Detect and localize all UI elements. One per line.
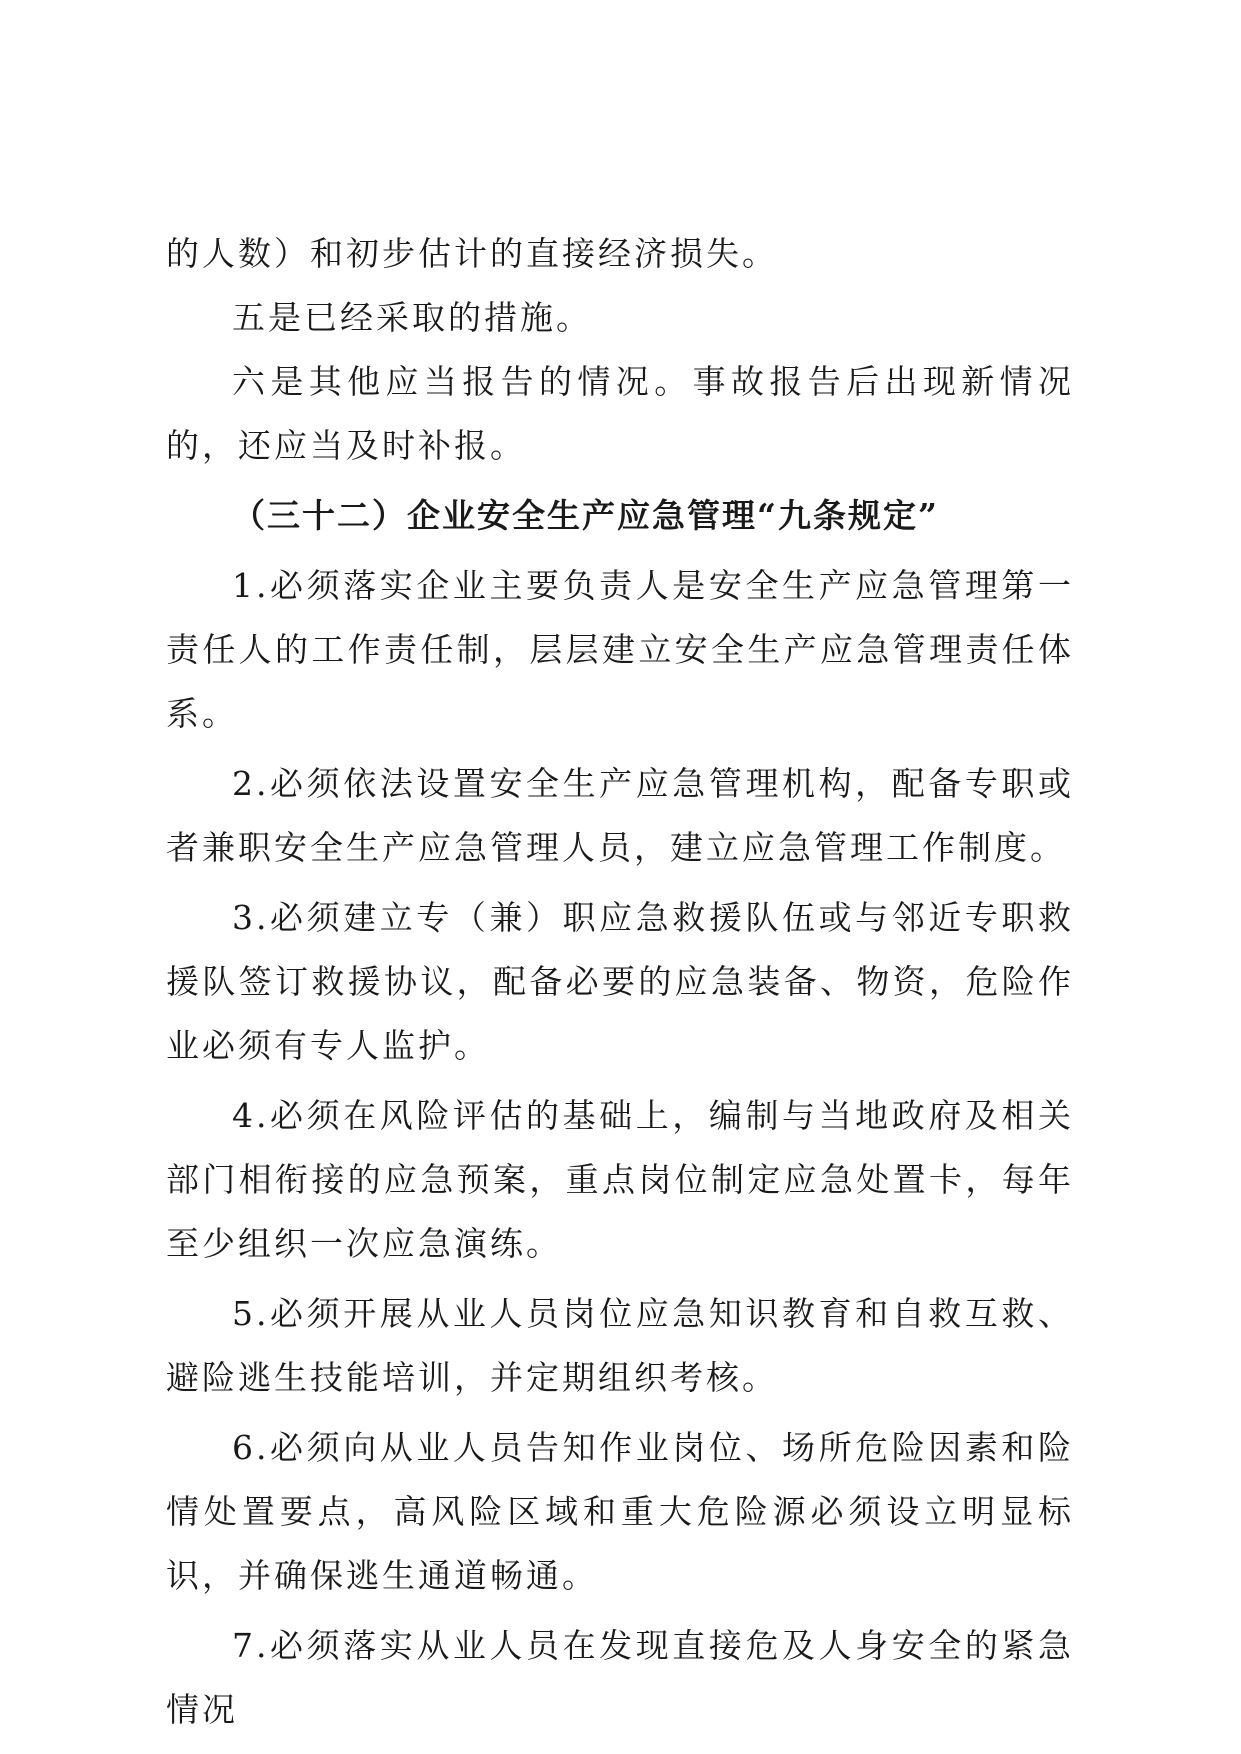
document-page xyxy=(166,222,1074,1742)
rule-item-2: 2.必须依法设置安全生产应急管理机构，配备专职或者兼职安全生产应急管理人员，建立应急管理工作制度。 xyxy=(166,764,1074,867)
paragraph-item-five: 五是已经采取的措施。 xyxy=(232,298,592,337)
section-heading: （三十二）企业安全生产应急管理“九条规定” xyxy=(232,496,939,535)
rule-item-4: 4.必须在风险评估的基础上，编制与当地政府及相关部门相衔接的应急预案，重点岗位制定应急处置卡，每年至少组织一次应急演练。 xyxy=(166,1096,1074,1263)
paragraph-item-six: 六是其他应当报告的情况。事故报告后出现新情况的，还应当及时补报。 xyxy=(166,362,1074,465)
rule-item-7: 7.必须落实从业人员在发现直接危及人身安全的紧急情况 xyxy=(166,1626,1074,1729)
paragraph-continuation: 的人数）和初步估计的直接经济损失。 xyxy=(166,234,778,273)
rule-item-5: 5.必须开展从业人员岗位应急知识教育和自救互救、避险逃生技能培训，并定期组织考核。 xyxy=(166,1294,1074,1397)
rule-item-1: 1.必须落实企业主要负责人是安全生产应急管理第一责任人的工作责任制，层层建立安全生产应急管理责任体系。 xyxy=(166,566,1074,733)
rule-item-3: 3.必须建立专（兼）职应急救援队伍或与邻近专职救援队签订救援协议，配备必要的应急装备、物资，危险作业必须有专人监护。 xyxy=(166,898,1074,1065)
rule-item-6: 6.必须向从业人员告知作业岗位、场所危险因素和险情处置要点，高风险区域和重大危险源必须设立明显标识，并确保逃生通道畅通。 xyxy=(166,1428,1074,1595)
